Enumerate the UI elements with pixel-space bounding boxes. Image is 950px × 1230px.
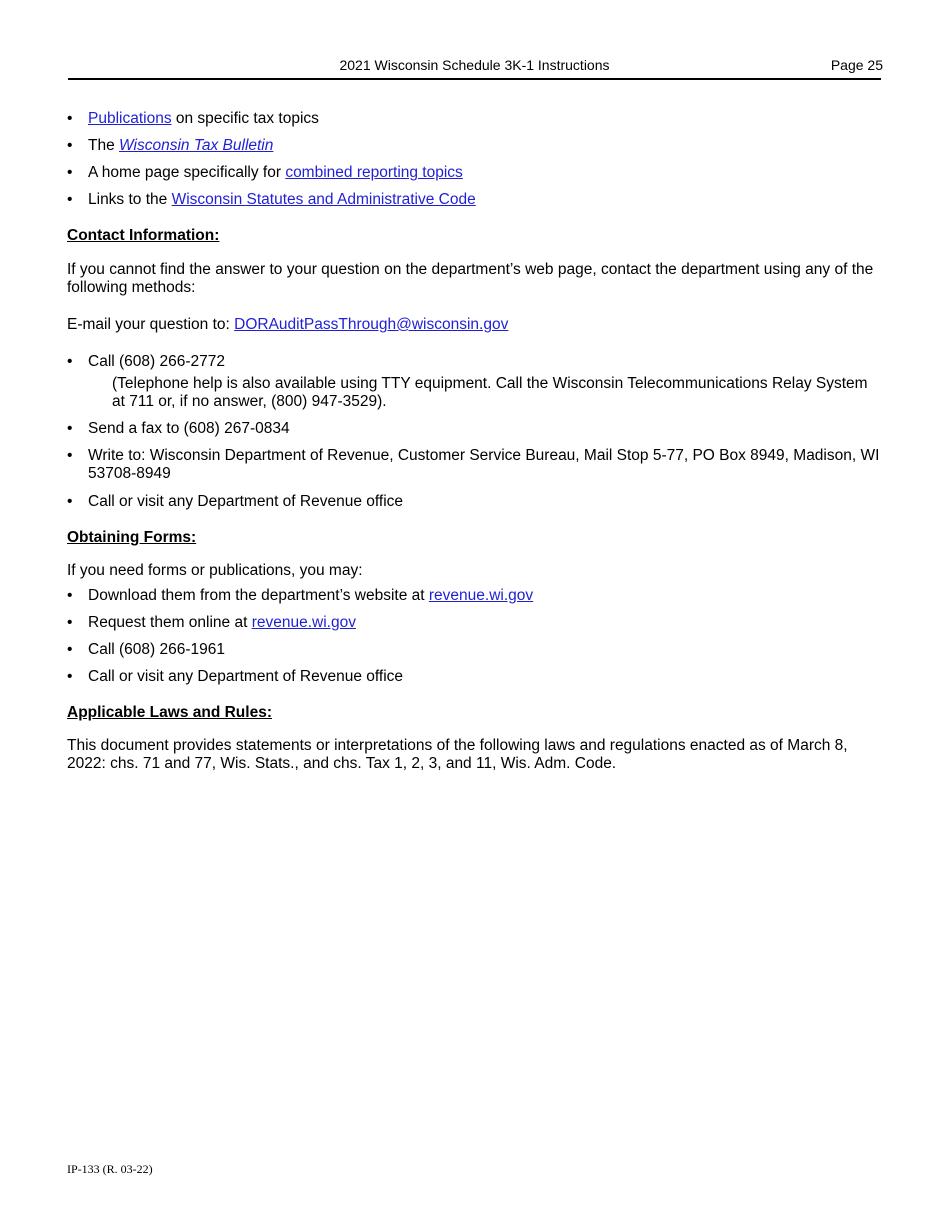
download-link[interactable]: revenue.wi.gov (428, 587, 534, 604)
forms-visit-text: Call or visit any Department of Revenue office (88, 668, 404, 685)
list-item (67, 110, 883, 128)
forms-list (67, 587, 883, 686)
contact-methods-list (67, 353, 883, 511)
list-item-text: The (88, 137, 120, 154)
list-item (67, 493, 883, 511)
list-item (67, 353, 883, 411)
list-item-text: A home page specifically for (88, 164, 286, 181)
resources-list (67, 110, 883, 209)
list-item (67, 447, 883, 483)
page-number: Page 25 (830, 57, 883, 73)
contact-intro: If you cannot find the answer to your question on the department’s web page, contact the department using any of the following methods: (67, 261, 874, 296)
request-link[interactable]: revenue.wi.gov (251, 614, 356, 631)
list-item (67, 641, 883, 659)
tax-bulletin-link[interactable]: Wisconsin Tax Bulletin (119, 137, 274, 154)
list-item-text: on specific tax topics (171, 110, 319, 127)
page-header (68, 54, 881, 80)
call-text: Call (608) 266-2772 (88, 353, 226, 370)
page-content (67, 110, 883, 773)
email-prefix: E-mail your question to: (67, 316, 235, 333)
fax-text: Send a fax to (608) 267-0834 (88, 420, 290, 437)
list-item (67, 587, 883, 605)
forms-call-text: Call (608) 266-1961 (88, 641, 226, 658)
list-item (67, 668, 883, 686)
list-item (67, 164, 883, 182)
email-link[interactable]: DORAuditPassThrough@wisconsin.gov (234, 316, 509, 333)
visit-text: Call or visit any Department of Revenue office (88, 493, 404, 510)
contact-heading: Contact Information: (67, 227, 220, 244)
list-item (67, 191, 883, 209)
list-item-text: Links to the (88, 191, 172, 208)
list-item-text: Request them online at (88, 614, 252, 631)
list-item-text: Download them from the department’s website at (88, 587, 429, 604)
statutes-link[interactable]: Wisconsin Statutes and Administrative Code (171, 191, 476, 208)
publications-link[interactable]: Publications (88, 110, 172, 127)
write-text: Write to: Wisconsin Department of Revenue, Customer Service Bureau, Mail Stop 5-77, PO Box 8949, Madison, WI 53708-8949 (88, 447, 880, 482)
list-item (67, 137, 883, 155)
form-code: IP-133 (R. 03-22) (67, 1162, 153, 1176)
combined-reporting-link[interactable]: combined reporting topics (285, 164, 463, 181)
laws-text: This document provides statements or interpretations of the following laws and regulations enacted as of March 8, 2022: chs. 71 and 77, Wis. Stats., and chs. Tax 1, 2, 3, and 11, Wis. Adm. Code. (67, 737, 848, 772)
list-item (67, 614, 883, 632)
email-line (67, 316, 883, 334)
forms-heading: Obtaining Forms: (67, 529, 197, 546)
laws-heading: Applicable Laws and Rules: (67, 704, 272, 721)
list-item (67, 420, 883, 438)
tty-note: (Telephone help is also available using TTY equipment. Call the Wisconsin Telecommunications Relay System at 711 or, if no answer, (800) 947-3529). (112, 375, 868, 410)
document-title: 2021 Wisconsin Schedule 3K-1 Instructions (339, 57, 610, 73)
forms-intro: If you need forms or publications, you may: (67, 562, 363, 579)
